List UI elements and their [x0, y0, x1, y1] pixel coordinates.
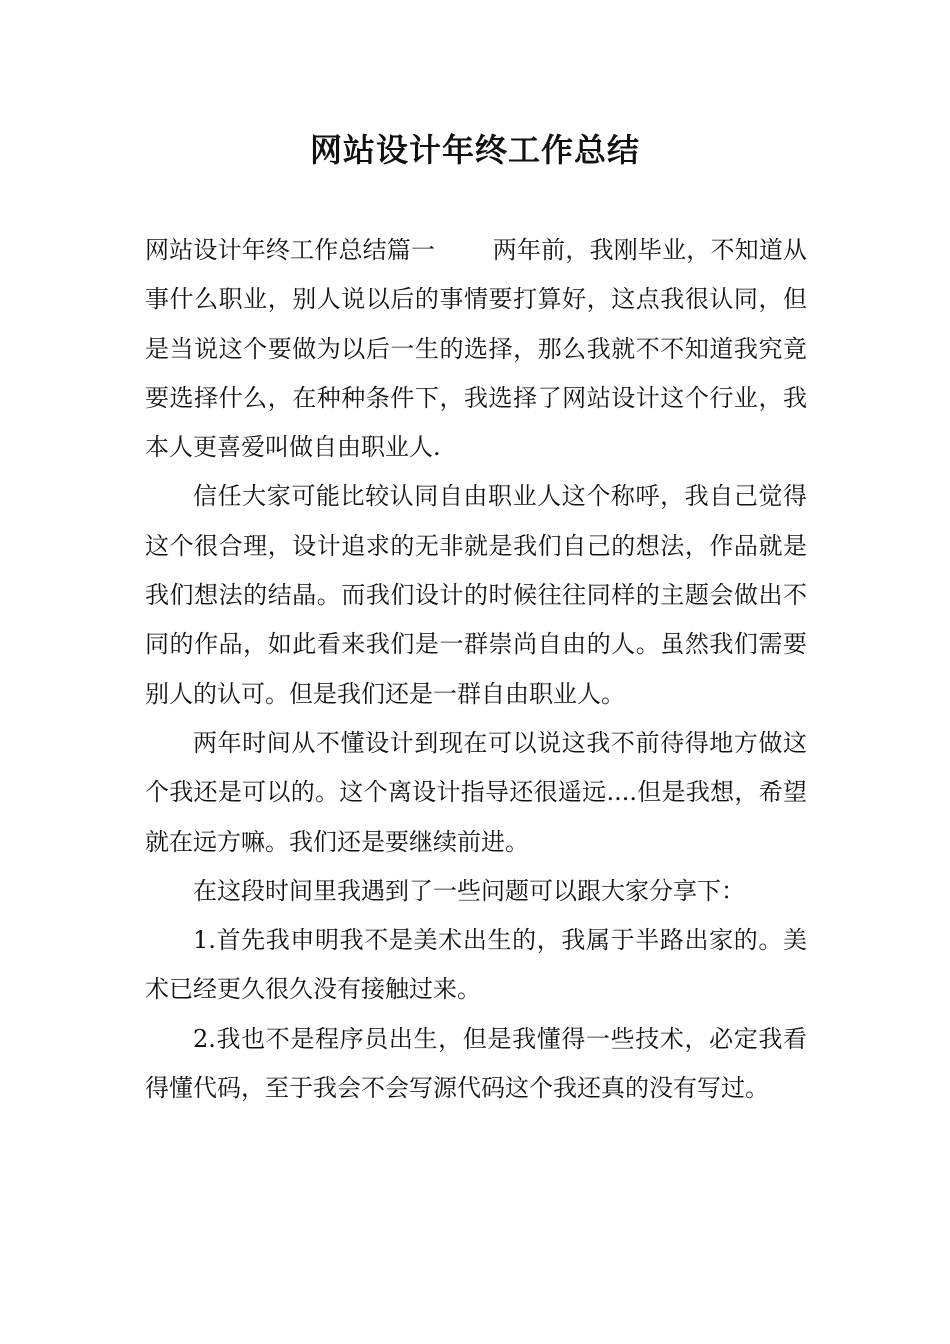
paragraph: 在这段时间里我遇到了一些问题可以跟大家分享下：: [193, 876, 745, 905]
list-item-1: 1.首先我申明我不是美术出生的，我属于半路出家的。美术已经更久很久没有接触过来。: [145, 926, 807, 1004]
paragraph-text: 两年前，我刚毕业，不知道从事什么职业，别人说以后的事情要打算好，这点我很认同，但是当说这个要做为以后一生的选择，那么我就不不知道我究竟要选择什么，在种种条件下，我选择了网站设计这个行业，我本人更喜爱叫做自由职业人.: [145, 236, 807, 462]
paragraph: 信任大家可能比较认同自由职业人这个称呼，我自己觉得这个很合理，设计追求的无非就是我们自己的想法，作品就是我们想法的结晶。而我们设计的时候往往同样的主题会做出不同的作品，如此看来我们是一群崇尚自由的人。虽然我们需要别人的认可。但是我们还是一群自由职业人。: [145, 482, 807, 708]
document-body: [145, 226, 807, 1113]
paragraph-intro: [145, 226, 807, 472]
paragraph: 两年时间从不懂设计到现在可以说这我不前待得地方做这个我还是可以的。这个离设计指导还很遥远....但是我想，希望就在远方嘛。我们还是要继续前进。: [145, 728, 807, 856]
list-item-2: 2.我也不是程序员出生，但是我懂得一些技术，必定我看得懂代码，至于我会不会写源代码这个我还真的没有写过。: [145, 1024, 807, 1103]
document-title: 网站设计年终工作总结: [309, 131, 640, 169]
section-heading: 网站设计年终工作总结篇一: [145, 236, 436, 264]
